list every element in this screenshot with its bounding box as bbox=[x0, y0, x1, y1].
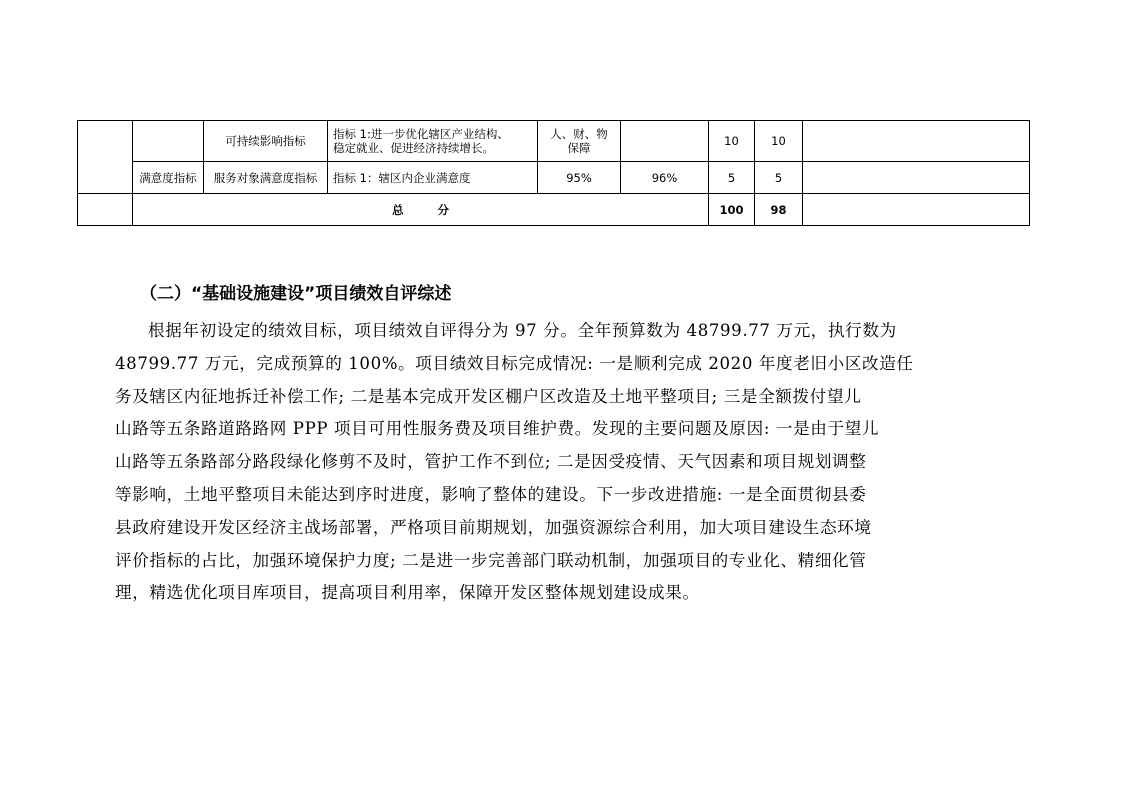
indicator-type-cell: 服务对象满意度指标 bbox=[204, 162, 328, 194]
body-line: 务及辖区内征地拆迁补偿工作; 二是基本完成开发区棚户区改造及土地平整项目; 三是全额拨付望儿 bbox=[115, 386, 862, 406]
body-line: 根据年初设定的绩效目标，项目绩效自评得分为 97 分。全年预算数为 48799.77 万元，执行数为 bbox=[148, 321, 897, 340]
body-line: 山路等五条路道路路网 PPP 项目可用性服务费及项目维护费。发现的主要问题及原因: 一是由于望儿 bbox=[115, 419, 880, 439]
indicator-line-2: 稳定就业、促进经济持续增长。 bbox=[333, 141, 494, 155]
section-heading: （二）“基础设施建设”项目绩效自评综述 bbox=[140, 284, 452, 304]
body-line: 县政府建设开发区经济主战场部署，严格项目前期规划，加强资源综合利用，加大项目建设生态环境 bbox=[115, 517, 872, 537]
subcategory-cell bbox=[133, 121, 204, 162]
remark-cell bbox=[803, 162, 1030, 194]
target-cell: 95% bbox=[538, 162, 621, 194]
weight-cell: 10 bbox=[709, 121, 755, 162]
total-weight-cell: 100 bbox=[709, 194, 755, 226]
total-empty-cell bbox=[78, 194, 133, 226]
category-cell bbox=[78, 121, 133, 194]
table-row-sustainability bbox=[78, 121, 1030, 162]
body-line: 评价指标的占比，加强环境保护力度; 二是进一步完善部门联动机制，加强项目的专业化、精细化管 bbox=[115, 550, 867, 570]
actual-cell bbox=[621, 121, 709, 162]
total-label-cell bbox=[133, 194, 709, 226]
table-row-total bbox=[78, 194, 1030, 226]
remark-cell bbox=[803, 121, 1030, 162]
table-row-satisfaction bbox=[78, 162, 1030, 194]
body-line: 48799.77 万元，完成预算的 100%。项目绩效目标完成情况: 一是顺利完成 2020 年度老旧小区改造任 bbox=[115, 353, 914, 373]
body-line: 理，精选优化项目库项目，提高项目利用率，保障开发区整体规划建设成果。 bbox=[115, 583, 700, 603]
body-line: 山路等五条路部分路段绿化修剪不及时，管护工作不到位; 二是因受疫情、天气因素和项目规划调整 bbox=[115, 452, 867, 472]
total-label-part-1: 总 bbox=[392, 202, 404, 217]
target-line-1: 人、财、物 bbox=[550, 127, 608, 141]
score-cell: 10 bbox=[755, 121, 803, 162]
target-line-2: 保障 bbox=[567, 141, 591, 155]
total-score-cell: 98 bbox=[755, 194, 803, 226]
indicator-cell: 指标 1：辖区内企业满意度 bbox=[328, 162, 538, 194]
indicator-line-1: 指标 1:进一步优化辖区产业结构、 bbox=[333, 127, 509, 141]
performance-table bbox=[77, 120, 1030, 226]
total-label-part-2: 分 bbox=[437, 202, 449, 217]
total-remark-cell bbox=[803, 194, 1030, 226]
score-cell: 5 bbox=[755, 162, 803, 194]
body-line: 等影响，土地平整项目未能达到序时进度，影响了整体的建设。下一步改进措施: 一是全面贯彻县委 bbox=[115, 484, 867, 504]
actual-cell: 96% bbox=[621, 162, 709, 194]
indicator-type-cell: 可持续影响指标 bbox=[204, 121, 328, 162]
section-body bbox=[115, 315, 1031, 610]
subcategory-cell: 满意度指标 bbox=[133, 162, 204, 194]
indicator-cell bbox=[328, 121, 538, 162]
weight-cell: 5 bbox=[709, 162, 755, 194]
target-cell bbox=[538, 121, 621, 162]
